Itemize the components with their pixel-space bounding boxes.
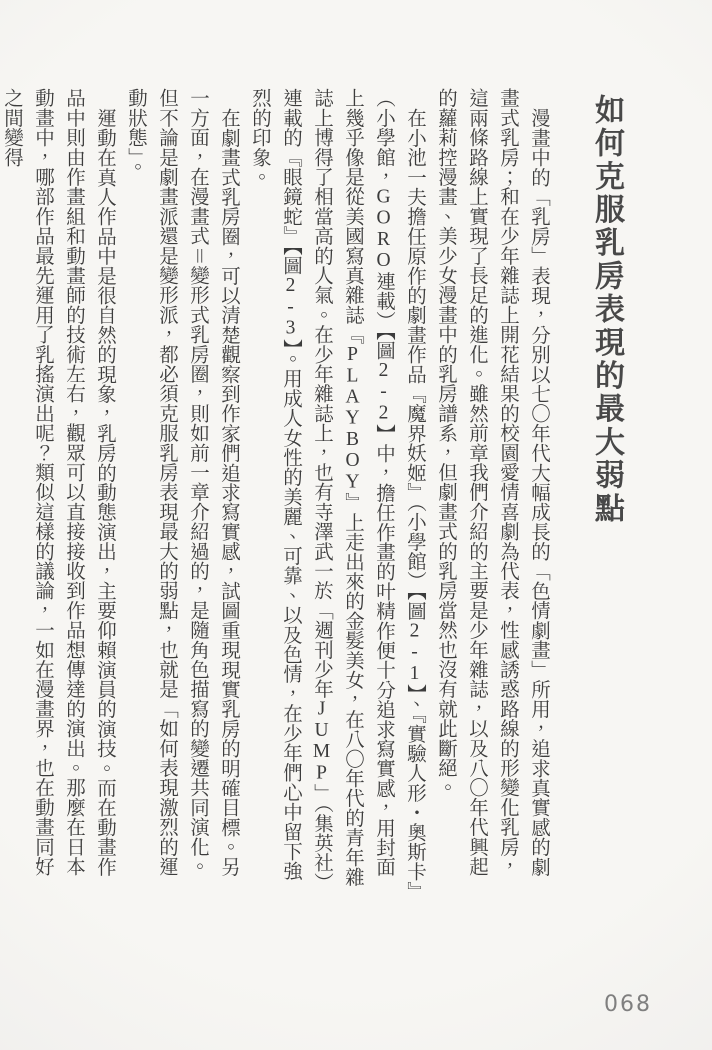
body-text xyxy=(0,88,554,894)
body-paragraph: 在小池一夫擔任原作的劇畫作品『魔界妖姬』（小學館）【圖2-1】、『實驗人形・奧斯卡』（小學館，GORO連載）【圖2-2】中，擔任作畫的叶精作便十分追求寫實感，用封面上幾乎像是從美國寫真雜誌『PLAYBOY』上走出來的金髮美女，在八〇年代的青年雜誌上博得了相當高的人氣。在少年雜誌上，也有寺澤武一於「週刊少年JUMP」（集英社）連載的『眼鏡蛇』【圖2-3】。用成人女性的美麗、可靠、以及色情，在少年們心中留下強烈的印象。 xyxy=(249,88,425,892)
body-paragraph: 運動在真人作品中是很自然的現象，乳房的動態演出，主要仰賴演員的演技。而在動畫作品中則由作畫組和動畫師的技術左右，觀眾可以直接接收到作品想傳達的演出。那麼在日本動畫中，哪部作品最先運用了乳搖演出呢？類似這樣的議論，一如在漫畫界，也在動畫同好之間變得 xyxy=(1,88,115,876)
body-paragraph: 漫畫中的「乳房」表現，分別以七〇年代大幅成長的「色情劇畫」所用，追求真實感的劇畫式乳房；和在少年雜誌上開花結果的校園愛情喜劇為代表，性感誘惑路線的形變化乳房，這兩條路線上實現了長足的進化。雖然前章我們介紹的主要是少年雜誌，以及八〇年代興起的蘿莉控漫畫、美少女漫畫中的乳房譜系，但劇畫式的乳房當然也沒有就此斷絕。 xyxy=(435,88,549,876)
vertical-text-block xyxy=(0,88,628,894)
body-paragraph: 在劇畫式乳房圈，可以清楚觀察到作家們追求寫實感，試圖重現現實乳房的明確目標。另一方面，在漫畫式＝變形式乳房圈，則如前一章介紹過的，是隨角色描寫的變遷共同演化。但不論是劇畫派還是變形派，都必須克服乳房表現最大的弱點，也就是「如何表現激烈的運動狀態」。 xyxy=(125,88,239,876)
page-number: 068 xyxy=(604,992,652,1017)
page-title: 如何克服乳房表現的最大弱點 xyxy=(590,94,623,526)
